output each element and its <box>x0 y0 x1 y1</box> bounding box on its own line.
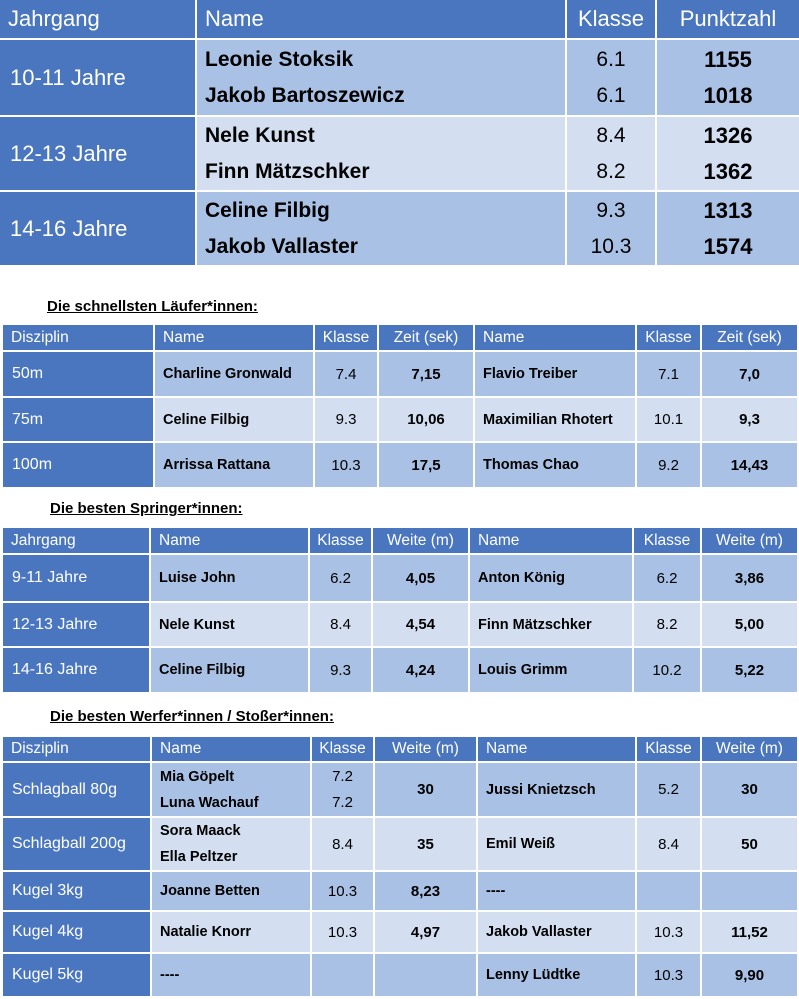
column-header-name: Name <box>151 528 308 553</box>
points-cell <box>657 117 799 190</box>
column-header-class: Klasse <box>567 0 655 38</box>
empty-cell <box>702 872 797 910</box>
points-value: 1326 <box>703 122 753 148</box>
athlete-name: Flavio Treiber <box>475 352 635 396</box>
age-group-label: 10-11 Jahre <box>0 40 195 115</box>
throwers-table <box>3 737 797 996</box>
athlete-name: Nele Kunst <box>205 123 315 147</box>
athlete-name: Mia Göpelt <box>160 768 235 785</box>
class-value: 7.2 <box>332 793 353 811</box>
column-header-distance: Weite (m) <box>373 528 468 553</box>
class-value: 6.2 <box>310 555 371 601</box>
class-value: 7.1 <box>637 352 700 396</box>
runners-heading: Die schnellsten Läufer*innen: <box>47 298 258 315</box>
athlete-name: Charline Gronwald <box>155 352 313 396</box>
athlete-name: Finn Mätzschker <box>470 603 632 646</box>
athlete-name: Leonie Stoksik <box>205 47 354 71</box>
column-header-class: Klasse <box>310 528 371 553</box>
class-value: 7.4 <box>315 352 377 396</box>
name-cell <box>197 192 565 265</box>
distance-value: 4,24 <box>373 648 468 692</box>
discipline-label: Kugel 5kg <box>3 954 150 996</box>
name-cell <box>197 40 565 115</box>
class-value: 10.1 <box>637 398 700 441</box>
points-cell <box>657 192 799 265</box>
class-value: 10.3 <box>637 912 700 952</box>
athlete-name: Nele Kunst <box>151 603 308 646</box>
column-header-year: Jahrgang <box>0 0 195 38</box>
column-header-year: Jahrgang <box>3 528 149 553</box>
time-value: 10,06 <box>379 398 473 441</box>
class-value: 9.3 <box>596 198 626 222</box>
distance-value: 4,97 <box>375 912 476 952</box>
class-value: 8.4 <box>312 818 373 870</box>
time-value: 9,3 <box>702 398 797 441</box>
distance-value: 35 <box>375 818 476 870</box>
points-cell <box>657 40 799 115</box>
distance-value: 30 <box>375 763 476 816</box>
athlete-name: Natalie Knorr <box>152 912 310 952</box>
column-header-distance: Weite (m) <box>702 528 797 553</box>
time-value: 7,15 <box>379 352 473 396</box>
athlete-name: Jussi Knietzsch <box>478 763 635 816</box>
column-header-class: Klasse <box>637 325 700 350</box>
class-value: 6.1 <box>596 83 626 107</box>
discipline-label: Schlagball 200g <box>3 818 150 870</box>
discipline-label: Schlagball 80g <box>3 763 150 816</box>
column-header-name: Name <box>475 325 635 350</box>
discipline-label: Kugel 4kg <box>3 912 150 952</box>
class-value: 8.4 <box>596 123 626 147</box>
column-header-discipline: Disziplin <box>3 737 150 761</box>
class-value: 8.4 <box>637 818 700 870</box>
points-value: 1313 <box>703 197 753 223</box>
athlete-name: Finn Mätzschker <box>205 159 370 183</box>
class-value: 9.3 <box>315 398 377 441</box>
name-cell <box>152 763 310 816</box>
age-group-label: 14-16 Jahre <box>0 192 195 265</box>
athlete-name: Luna Wachauf <box>160 794 259 811</box>
athlete-name: Celine Filbig <box>151 648 308 692</box>
column-header-name: Name <box>478 737 635 761</box>
empty-cell <box>637 872 700 910</box>
discipline-label: 75m <box>3 398 153 441</box>
athlete-name: Luise John <box>151 555 308 601</box>
column-header-class: Klasse <box>634 528 700 553</box>
age-group-label: 14-16 Jahre <box>3 648 149 692</box>
discipline-label: 100m <box>3 443 153 487</box>
class-value: 8.2 <box>596 159 626 183</box>
distance-value: 11,52 <box>702 912 797 952</box>
athlete-name: Celine Filbig <box>205 198 330 222</box>
athlete-name: Celine Filbig <box>155 398 313 441</box>
points-value: 1574 <box>703 233 753 259</box>
class-value: 10.3 <box>312 872 373 910</box>
distance-value: 4,05 <box>373 555 468 601</box>
class-value: 10.3 <box>312 912 373 952</box>
column-header-time: Zeit (sek) <box>702 325 797 350</box>
points-value: 1155 <box>704 46 752 72</box>
time-value: 7,0 <box>702 352 797 396</box>
jumpers-table <box>3 528 797 692</box>
class-cell <box>312 763 373 816</box>
name-cell <box>152 818 310 870</box>
column-header-name: Name <box>470 528 632 553</box>
athlete-name: Arrissa Rattana <box>155 443 313 487</box>
column-header-name: Name <box>197 0 565 38</box>
distance-value: 30 <box>702 763 797 816</box>
column-header-points: Punktzahl <box>657 0 799 38</box>
class-value: 6.2 <box>634 555 700 601</box>
athlete-name: Louis Grimm <box>470 648 632 692</box>
column-header-class: Klasse <box>312 737 373 761</box>
discipline-label: Kugel 3kg <box>3 872 150 910</box>
name-cell <box>197 117 565 190</box>
athlete-name: Ella Peltzer <box>160 849 238 865</box>
points-value: 1362 <box>703 158 753 184</box>
athlete-name: Jakob Vallaster <box>478 912 635 952</box>
class-value: 5.2 <box>637 763 700 816</box>
athlete-name: Anton König <box>470 555 632 601</box>
athlete-name: Thomas Chao <box>475 443 635 487</box>
column-header-time: Zeit (sek) <box>379 325 473 350</box>
athlete-name: Joanne Betten <box>152 872 310 910</box>
distance-value: 50 <box>702 818 797 870</box>
empty-cell <box>312 954 373 996</box>
athlete-name: Sora Maack <box>160 823 241 839</box>
age-group-label: 12-13 Jahre <box>0 117 195 190</box>
throwers-heading: Die besten Werfer*innen / Stoßer*innen: <box>50 708 334 725</box>
column-header-class: Klasse <box>637 737 700 761</box>
class-value: 10.3 <box>637 954 700 996</box>
class-value: 10.2 <box>634 648 700 692</box>
column-header-name: Name <box>152 737 310 761</box>
athlete-name: ---- <box>478 872 635 910</box>
athlete-name: ---- <box>152 954 310 996</box>
age-group-label: 9-11 Jahre <box>3 555 149 601</box>
distance-value: 5,22 <box>702 648 797 692</box>
class-value: 8.4 <box>310 603 371 646</box>
class-value: 9.3 <box>310 648 371 692</box>
class-cell <box>567 40 655 115</box>
distance-value: 8,23 <box>375 872 476 910</box>
distance-value: 4,54 <box>373 603 468 646</box>
athlete-name: Jakob Vallaster <box>205 234 358 258</box>
class-cell <box>567 117 655 190</box>
class-value: 9.2 <box>637 443 700 487</box>
class-value: 8.2 <box>634 603 700 646</box>
jumpers-heading: Die besten Springer*innen: <box>50 500 243 517</box>
class-value: 6.1 <box>596 47 626 71</box>
points-table <box>0 0 799 265</box>
column-header-distance: Weite (m) <box>702 737 797 761</box>
class-value: 10.3 <box>590 234 632 258</box>
distance-value: 9,90 <box>702 954 797 996</box>
athlete-name: Lenny Lüdtke <box>478 954 635 996</box>
time-value: 14,43 <box>702 443 797 487</box>
column-header-class: Klasse <box>315 325 377 350</box>
age-group-label: 12-13 Jahre <box>3 603 149 646</box>
column-header-discipline: Disziplin <box>3 325 153 350</box>
class-value: 10.3 <box>315 443 377 487</box>
athlete-name: Emil Weiß <box>478 818 635 870</box>
class-cell <box>567 192 655 265</box>
discipline-label: 50m <box>3 352 153 396</box>
class-value: 7.2 <box>332 767 353 785</box>
column-header-distance: Weite (m) <box>375 737 476 761</box>
athlete-name: Jakob Bartoszewicz <box>205 83 405 107</box>
distance-value: 3,86 <box>702 555 797 601</box>
distance-value: 5,00 <box>702 603 797 646</box>
points-value: 1018 <box>703 82 753 108</box>
athlete-name: Maximilian Rhotert <box>475 398 635 441</box>
empty-cell <box>375 954 476 996</box>
runners-table <box>3 325 797 487</box>
time-value: 17,5 <box>379 443 473 487</box>
column-header-name: Name <box>155 325 313 350</box>
